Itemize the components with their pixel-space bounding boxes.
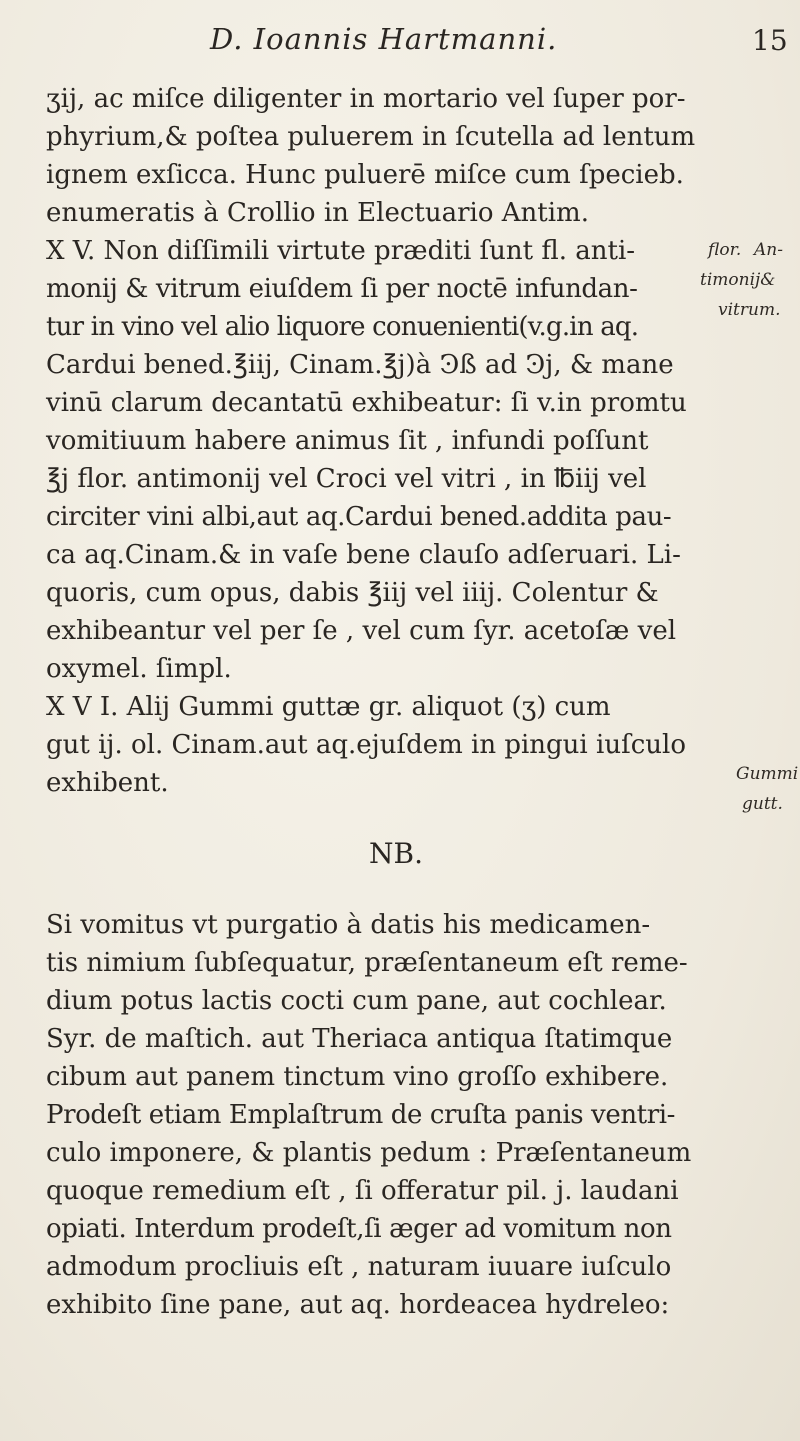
body-text	[46, 80, 746, 1324]
text-line: exhibito ſine pane, aut aq. hordeacea hydreleo:	[46, 1290, 670, 1320]
text-line: ℥j flor. antimonij vel Croci vel vitri , in ℔iij vel	[46, 464, 647, 494]
marginal-note-gummi: Gummi	[736, 764, 799, 784]
page-header	[0, 22, 800, 72]
text-line: admodum procliuis eſt , naturam iuuare iuſculo	[46, 1252, 672, 1282]
running-head: D. Ioannis Hartmanni.	[210, 22, 558, 56]
text-line: enumeratis à Crollio in Electuario Antim.	[46, 198, 589, 228]
text-line: cibum aut panem tinctum vino groſſo exhibere.	[46, 1062, 669, 1092]
marginal-note-gutt: gutt.	[742, 794, 783, 814]
text-line: ca aq.Cinam.& in vaſe bene clauſo adſeruari. Li-	[46, 540, 681, 570]
text-line: Prodeſt etiam Emplaſtrum de cruſta panis ventri-	[46, 1100, 676, 1130]
spacer	[46, 802, 746, 832]
marginal-note-flor: flor.	[708, 240, 742, 260]
text-line: ignem exſicca. Hunc puluerē miſce cum ſpecieb.	[46, 160, 684, 190]
text-line: opiati. Interdum prodeſt,ſi æger ad vomitum non	[46, 1214, 672, 1244]
text-line: oxymel. ſimpl.	[46, 654, 232, 684]
text-line: tur in vino vel alio liquore conuenienti(v.g.in aq.	[46, 312, 639, 342]
text-line: gut ij. ol. Cinam.aut aq.ejuſdem in pingui iuſculo	[46, 730, 686, 760]
text-line: vomitiuum habere animus ſit , infundi poſſunt	[46, 426, 649, 456]
section-line-xvi: X V I. Alij Gummi guttæ gr. aliquot (ʒ) cum	[46, 692, 611, 722]
section-line-xv: X V. Non diſſimili virtute præditi ſunt fl. anti-	[46, 236, 636, 266]
text-line: Cardui bened.℥iij, Cinam.℥j)à Ͽß ad Ͽj, & mane	[46, 350, 674, 380]
text-line: exhibent.	[46, 768, 169, 798]
text-line: exhibeantur vel per ſe , vel cum ſyr. acetoſæ vel	[46, 616, 677, 646]
marginal-note-an: An-	[754, 240, 783, 260]
text-line: culo imponere, & plantis pedum : Præſentaneum	[46, 1138, 692, 1168]
nb-heading: NB.	[369, 837, 423, 870]
page-number: 15	[752, 24, 788, 57]
text-line: dium potus lactis cocti cum pane, aut cochlear.	[46, 986, 667, 1016]
text-line: vinū clarum decantatū exhibeatur: ſi v.in promtu	[46, 388, 687, 418]
text-line: phyrium,& poſtea puluerem in ſcutella ad lentum	[46, 122, 696, 152]
text-line: Si vomitus vt purgatio à datis his medicamen-	[46, 910, 651, 940]
text-line: quoque remedium eſt , ſi offeratur pil. j. laudani	[46, 1176, 679, 1206]
text-line: Syr. de maſtich. aut Theriaca antiqua ſtatimque	[46, 1024, 673, 1054]
marginal-note-vitrum: vitrum.	[718, 300, 781, 320]
text-line: circiter vini albi,aut aq.Cardui bened.addita pau-	[46, 502, 672, 532]
text-line: monij & vitrum eiuſdem ſi per noctē infundan-	[46, 274, 638, 304]
spacer	[46, 876, 746, 906]
text-line: quoris, cum opus, dabis ℥iij vel iiij. Colentur &	[46, 578, 659, 608]
text-line: tis nimium ſubſequatur, præſentaneum eſt reme-	[46, 948, 688, 978]
text-line: ʒij, ac miſce diligenter in mortario vel ſuper por-	[46, 84, 686, 114]
marginal-note-timonij: timonij&	[700, 270, 776, 290]
